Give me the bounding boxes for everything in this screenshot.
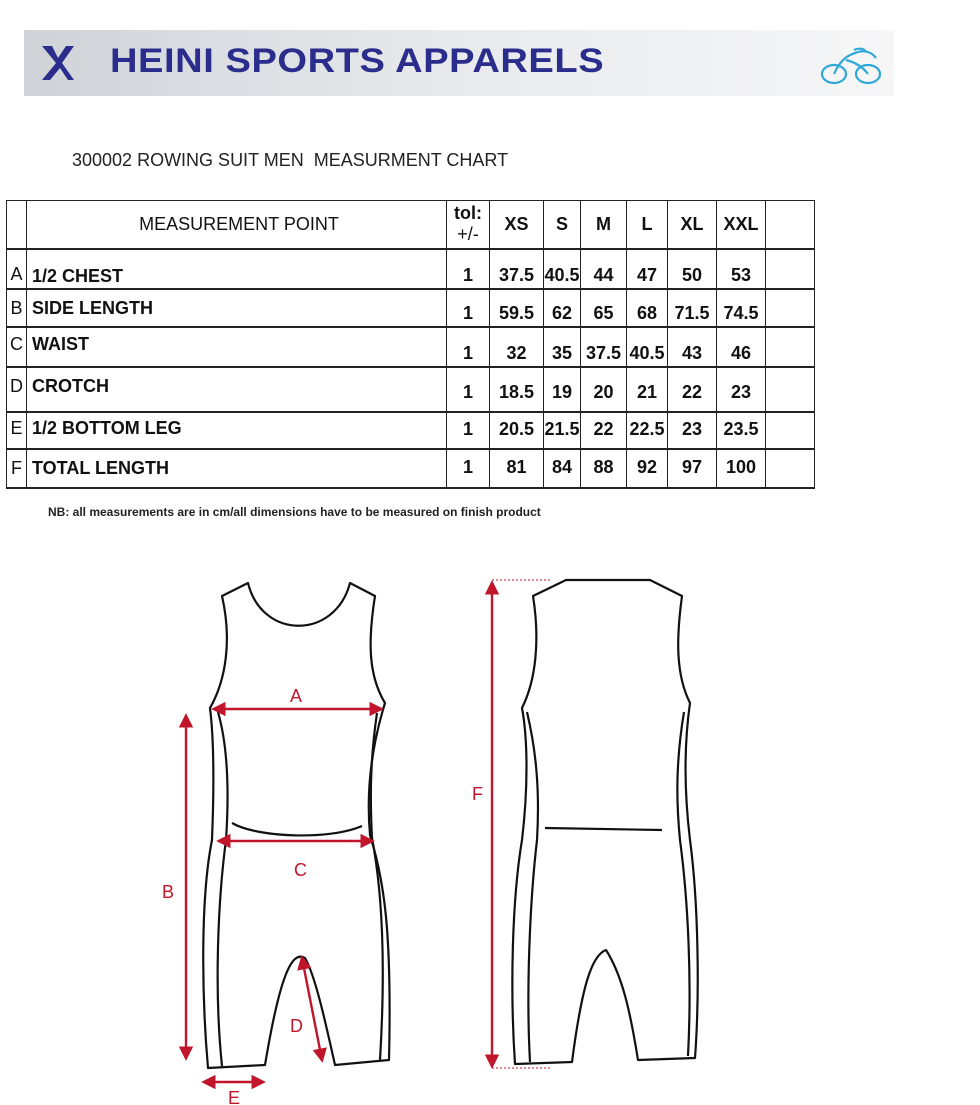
header-measurement-point: MEASUREMENT POINT — [27, 201, 447, 249]
table-row — [7, 449, 815, 488]
row-value-m: 22 — [581, 412, 627, 449]
header-size-s: S — [544, 201, 581, 249]
row-value-l: 92 — [627, 449, 668, 488]
row-empty-cell — [766, 249, 815, 289]
header-tol-line1: tol: — [454, 203, 482, 224]
table-row — [7, 327, 815, 367]
garment-diagram — [0, 560, 980, 1105]
row-value-m: 65 — [581, 289, 627, 327]
measurement-note: NB: all measurements are in cm/all dimensions have to be measured on finish product — [48, 505, 541, 519]
row-value-m: 37.5 — [581, 327, 627, 367]
row-value-xs: 18.5 — [490, 367, 544, 412]
row-value-xl: 50 — [668, 249, 717, 289]
row-empty-cell — [766, 289, 815, 327]
row-value-xl: 22 — [668, 367, 717, 412]
row-letter: C — [7, 327, 27, 367]
table-row — [7, 249, 815, 289]
row-name: TOTAL LENGTH — [27, 449, 447, 488]
row-name: 1/2 BOTTOM LEG — [27, 412, 447, 449]
row-empty-cell — [766, 327, 815, 367]
row-tol: 1 — [447, 327, 490, 367]
label-f: F — [472, 784, 483, 804]
table-row — [7, 367, 815, 412]
label-e: E — [228, 1088, 241, 1105]
cyclist-logo-icon — [818, 46, 888, 86]
row-value-xxl: 74.5 — [717, 289, 766, 327]
header-size-m: M — [581, 201, 627, 249]
row-value-xxl: 23.5 — [717, 412, 766, 449]
row-tol: 1 — [447, 412, 490, 449]
label-c: C — [294, 860, 307, 880]
row-value-s: 62 — [544, 289, 581, 327]
row-value-xs: 20.5 — [490, 412, 544, 449]
row-value-xxl: 46 — [717, 327, 766, 367]
row-value-xs: 37.5 — [490, 249, 544, 289]
table-row — [7, 289, 815, 327]
row-letter: B — [7, 289, 27, 327]
label-a: A — [290, 686, 303, 706]
row-value-xxl: 100 — [717, 449, 766, 488]
row-value-xxl: 53 — [717, 249, 766, 289]
row-name: 1/2 CHEST — [27, 249, 447, 289]
row-value-s: 19 — [544, 367, 581, 412]
label-d: D — [290, 1016, 303, 1036]
header-empty-cell — [766, 201, 815, 249]
row-value-xl: 23 — [668, 412, 717, 449]
row-letter: D — [7, 367, 27, 412]
row-value-l: 68 — [627, 289, 668, 327]
header-size-xs: XS — [490, 201, 544, 249]
row-value-l: 22.5 — [627, 412, 668, 449]
header-size-l: L — [627, 201, 668, 249]
row-name: WAIST — [27, 327, 447, 367]
row-value-m: 44 — [581, 249, 627, 289]
row-letter: A — [7, 249, 27, 289]
row-value-xl: 97 — [668, 449, 717, 488]
row-name: SIDE LENGTH — [27, 289, 447, 327]
header-tolerance — [447, 201, 490, 249]
table-row — [7, 412, 815, 449]
row-value-s: 35 — [544, 327, 581, 367]
row-value-s: 40.5 — [544, 249, 581, 289]
row-value-m: 20 — [581, 367, 627, 412]
header-size-xl: XL — [668, 201, 717, 249]
row-value-xl: 71.5 — [668, 289, 717, 327]
row-value-xs: 59.5 — [490, 289, 544, 327]
heini-logo-icon — [40, 44, 76, 82]
row-value-xl: 43 — [668, 327, 717, 367]
label-b: B — [162, 882, 175, 902]
row-value-l: 40.5 — [627, 327, 668, 367]
row-tol: 1 — [447, 367, 490, 412]
row-value-l: 21 — [627, 367, 668, 412]
row-value-s: 21.5 — [544, 412, 581, 449]
row-letter: F — [7, 449, 27, 488]
row-tol: 1 — [447, 449, 490, 488]
measurement-table — [6, 200, 815, 489]
table-header-row — [7, 201, 815, 249]
row-empty-cell — [766, 412, 815, 449]
header-size-xxl: XXL — [717, 201, 766, 249]
front-view-suit — [203, 583, 389, 1068]
row-empty-cell — [766, 367, 815, 412]
row-tol: 1 — [447, 249, 490, 289]
back-view-suit — [512, 580, 697, 1064]
row-value-l: 47 — [627, 249, 668, 289]
row-tol: 1 — [447, 289, 490, 327]
row-value-m: 88 — [581, 449, 627, 488]
header-tol-line2: +/- — [457, 224, 479, 245]
brand-name: HEINI SPORTS APPARELS — [110, 42, 605, 80]
row-name: CROTCH — [27, 367, 447, 412]
document-title: 300002 ROWING SUIT MEN MEASURMENT CHART — [72, 150, 509, 170]
row-empty-cell — [766, 449, 815, 488]
row-value-s: 84 — [544, 449, 581, 488]
row-value-xs: 81 — [490, 449, 544, 488]
header-letter-cell — [7, 201, 27, 249]
row-value-xxl: 23 — [717, 367, 766, 412]
row-value-xs: 32 — [490, 327, 544, 367]
row-letter: E — [7, 412, 27, 449]
